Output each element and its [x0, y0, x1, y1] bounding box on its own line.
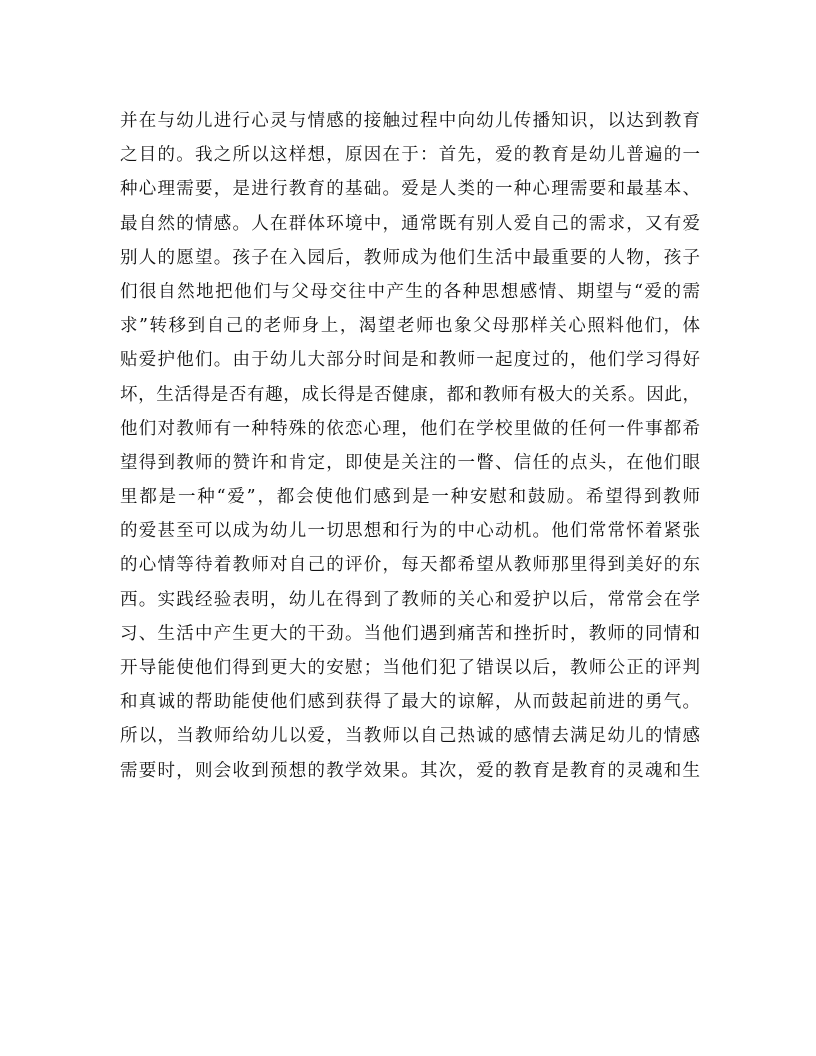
text-line: 他们对教师有一种特殊的依恋心理，他们在学校里做的任何一件事都希 — [120, 418, 700, 439]
text-line: 需要时，则会收到预想的教学效果。其次，爱的教育是教育的灵魂和生 — [120, 760, 700, 781]
text-line: 里都是一种“爱”，都会使他们感到是一种安慰和鼓励。希望得到教师 — [120, 487, 700, 508]
text-line: 并在与幼儿进行心灵与情感的接触过程中向幼儿传播知识，以达到教育 — [120, 111, 700, 131]
text-line: 所以，当教师给幼儿以爱，当教师以自己热诚的感情去满足幼儿的情感 — [120, 726, 700, 747]
text-line: 之目的。我之所以这样想，原因在于：首先，爱的教育是幼儿普遍的一 — [120, 145, 700, 166]
text-line: 求”转移到自己的老师身上，渴望老师也象父母那样关心照料他们，体 — [120, 316, 700, 337]
text-line: 坏，生活得是否有趣，成长得是否健康，都和教师有极大的关系。因此， — [120, 384, 700, 405]
text-line: 最自然的情感。人在群体环境中，通常既有别人爱自己的需求，又有爱 — [120, 213, 700, 234]
body-paragraph — [120, 104, 700, 788]
text-line: 贴爱护他们。由于幼儿大部分时间是和教师一起度过的，他们学习得好 — [120, 350, 700, 371]
text-line: 望得到教师的赞许和肯定，即使是关注的一瞥、信任的点头，在他们眼 — [120, 452, 700, 473]
text-line: 种心理需要，是进行教育的基础。爱是人类的一种心理需要和最基本、 — [120, 179, 700, 200]
text-line: 西。实践经验表明，幼儿在得到了教师的关心和爱护以后，常常会在学 — [120, 589, 700, 610]
text-line: 开导能使他们得到更大的安慰；当他们犯了错误以后，教师公正的评判 — [120, 658, 700, 678]
text-line: 的心情等待着教师对自己的评价，每天都希望从教师那里得到美好的东 — [120, 555, 700, 576]
text-line: 们很自然地把他们与父母交往中产生的各种思想感情、期望与“爱的需 — [120, 281, 700, 302]
text-line: 别人的愿望。孩子在入园后，教师成为他们生活中最重要的人物，孩子 — [120, 247, 700, 268]
text-line: 的爱甚至可以成为幼儿一切思想和行为的中心动机。他们常常怀着紧张 — [120, 521, 700, 542]
text-line: 和真诚的帮助能使他们感到获得了最大的谅解，从而鼓起前进的勇气。 — [120, 692, 700, 713]
text-line: 习、生活中产生更大的干劲。当他们遇到痛苦和挫折时，教师的同情和 — [120, 623, 700, 644]
